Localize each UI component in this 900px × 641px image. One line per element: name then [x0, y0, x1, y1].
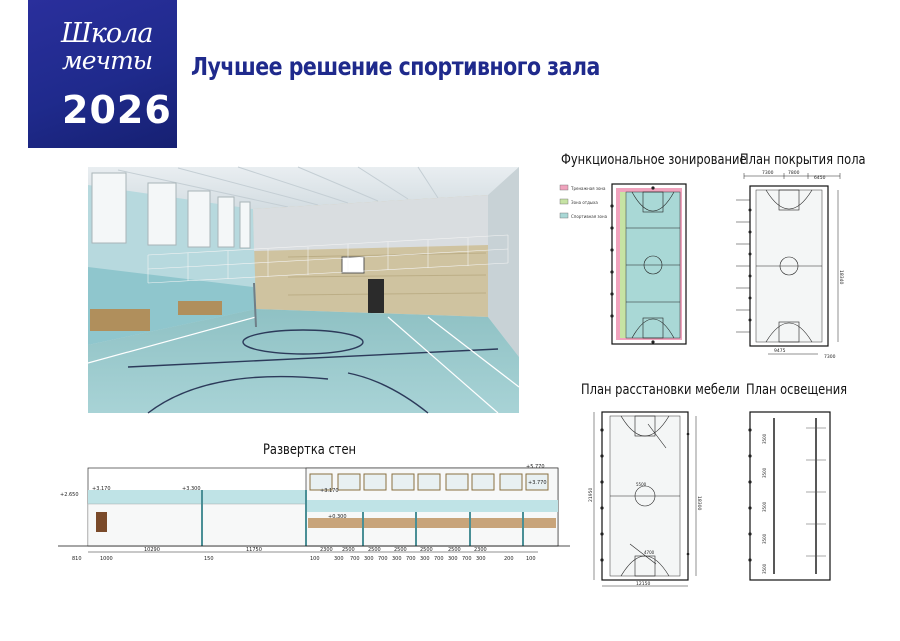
- furniture-plan: [590, 404, 708, 595]
- light-dim-4: 3500: [762, 563, 767, 574]
- dim-6: 2300: [320, 547, 333, 553]
- level-2: +3.300: [182, 486, 201, 492]
- dim-4: 11750: [246, 547, 262, 553]
- small-4: 300: [392, 556, 402, 562]
- floor-dim-3: 18340: [838, 270, 843, 285]
- floor-plan: [728, 170, 858, 365]
- walls-caption: Развертка стен: [263, 442, 357, 458]
- gym-render: [88, 167, 519, 418]
- dim-7: 2500: [342, 547, 355, 553]
- logo-line1: Школа: [61, 18, 153, 49]
- legend-sport: Спортивная зона: [571, 214, 608, 219]
- dim-10: 2500: [420, 547, 433, 553]
- small-6: 300: [420, 556, 430, 562]
- small-11: 200: [504, 556, 514, 562]
- dim-8: 2500: [368, 547, 381, 553]
- zoning-caption: Функциональное зонирование: [561, 152, 747, 168]
- level-3: +3.170: [320, 488, 339, 494]
- floor-dim-0: 7300: [762, 171, 774, 176]
- dim-9: 2500: [394, 547, 407, 553]
- dim-3: 150: [204, 556, 214, 562]
- level-1: +3.170: [92, 486, 111, 492]
- logo-year: 2026: [62, 88, 172, 132]
- dim-2: 10290: [144, 547, 160, 553]
- level-5: +5.770: [526, 464, 545, 470]
- small-5: 700: [406, 556, 416, 562]
- small-3: 700: [378, 556, 388, 562]
- small-1: 700: [350, 556, 360, 562]
- small-10: 300: [476, 556, 486, 562]
- legend-rest: Зона отдыха: [571, 200, 598, 205]
- lighting-plan: [738, 404, 838, 591]
- dim-5: 100: [310, 556, 320, 562]
- level-6: +3.770: [528, 480, 547, 486]
- page-title: Лучшее решение спортивного зала: [191, 52, 600, 81]
- dim-13: 100: [526, 556, 536, 562]
- small-7: 700: [434, 556, 444, 562]
- furniture-caption: План расстановки мебели: [581, 382, 740, 398]
- wall-elevation: [58, 460, 570, 575]
- dim-0: 810: [72, 556, 82, 562]
- lighting-caption: План освещения: [746, 382, 848, 398]
- floor-dim-1: 7800: [788, 171, 800, 176]
- small-9: 700: [462, 556, 472, 562]
- light-dim-0: 3500: [762, 433, 767, 444]
- small-2: 300: [364, 556, 374, 562]
- light-dim-2: 3500: [762, 501, 767, 512]
- light-dim-3: 3500: [762, 533, 767, 544]
- floor-caption: План покрытия пола: [740, 152, 866, 168]
- furniture-dim-2: 12150: [636, 582, 651, 587]
- floor-dim-4: 9475: [774, 349, 786, 354]
- zoning-plan: [560, 176, 708, 351]
- logo-line2: мечты: [62, 46, 153, 75]
- dim-12: 2300: [474, 547, 487, 553]
- furniture-dim-3: 5500: [636, 482, 647, 487]
- legend-training: Тренажная зона: [571, 186, 606, 191]
- floor-dim-5: 7300: [824, 355, 836, 360]
- small-0: 300: [334, 556, 344, 562]
- furniture-dim-1: 18300: [696, 496, 701, 511]
- furniture-dim-0: 21950: [589, 487, 594, 502]
- dim-1: 1000: [100, 556, 113, 562]
- furniture-dim-4: 4700: [644, 550, 655, 555]
- small-8: 300: [448, 556, 458, 562]
- school-logo: [28, 0, 177, 148]
- dim-11: 2500: [448, 547, 461, 553]
- light-dim-1: 3500: [762, 467, 767, 478]
- floor-dim-2: 6450: [814, 176, 826, 181]
- level-0: +2.650: [60, 492, 79, 498]
- level-4: +0.300: [328, 514, 347, 520]
